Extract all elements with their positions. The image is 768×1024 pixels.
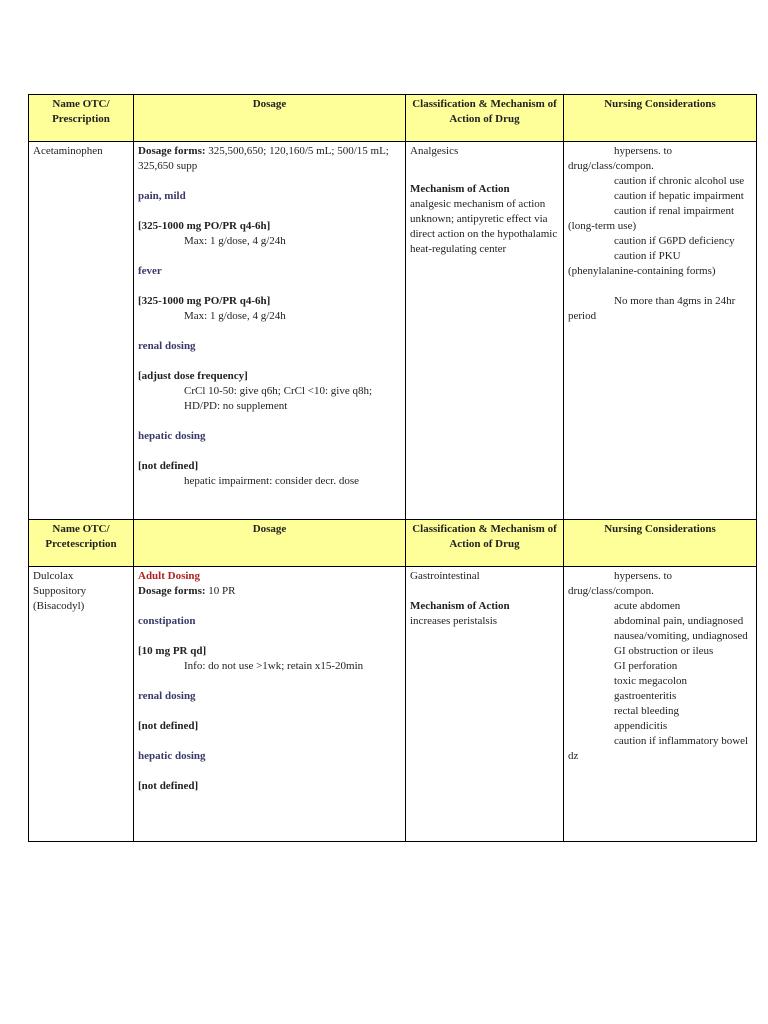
nursing-item: appendicitis [614,720,668,732]
nursing-item: hypersens. to drug/class/compon. [568,145,673,172]
dosage-forms-label: Dosage forms: [138,145,206,157]
dosage-forms [138,144,401,174]
nursing-item: caution if hepatic impairment [614,190,744,202]
header-dosage: Dosage [134,520,406,567]
drug-name: Acetaminophen [33,145,103,157]
dosage-forms-label: Dosage forms: [138,585,206,597]
dosage-forms [138,584,401,599]
nursing-item: acute abdomen [614,600,681,612]
table-row [29,567,757,842]
constipation-info: Info: do not use >1wk; retain x15-20min [184,660,364,672]
nursing-item: rectal bleeding [614,705,680,717]
dosage-cell [134,567,406,842]
dosage-cell [134,142,406,520]
drug-table [28,94,757,842]
renal-detail: CrCl 10-50: give q6h; CrCl <10: give q8h; HD/PD: no supplement [184,385,373,412]
hepatic-dose: [not defined] [138,780,199,792]
nursing-note: No more than 4gms in 24hr period [568,295,736,322]
header-name: Name OTC/ Prescription [29,95,134,142]
moa-text: increases peristalsis [410,615,498,627]
fever-dose: [325-1000 mg PO/PR q4-6h] [138,295,271,307]
adult-dosing-heading: Adult Dosing [138,570,201,582]
header-row [29,95,757,142]
renal-heading: renal dosing [138,340,196,352]
pain-max: Max: 1 g/dose, 4 g/24h [184,235,286,247]
nursing-item: toxic megacolon [614,675,688,687]
drug-name: Dulcolax Suppository (Bisacodyl) [33,570,87,612]
header-classification: Classification & Mechanism of Action of Drug [406,520,564,567]
classification: Analgesics [410,145,459,157]
nursing-item: caution if PKU (phenylalanine-containing forms) [568,250,716,277]
table-row [29,142,757,520]
pain-dose: [325-1000 mg PO/PR q4-6h] [138,220,271,232]
nursing-item: hypersens. to drug/class/compon. [568,570,673,597]
classification: Gastrointestinal [410,570,480,582]
nursing-cell [564,142,757,520]
nursing-item: nausea/vomiting, undiagnosed [614,630,748,642]
nursing-item: gastroenteritis [614,690,677,702]
dosage-forms-value: 325,500,650; 120,160/5 mL; 500/15 mL; 325,650 supp [138,145,389,172]
fever-heading: fever [138,265,162,277]
renal-heading: renal dosing [138,690,196,702]
header-nursing: Nursing Considerations [564,95,757,142]
pain-heading: pain, mild [138,190,186,202]
hepatic-dose: [not defined] [138,460,199,472]
nursing-item: abdominal pain, undiagnosed [614,615,744,627]
dosage-forms-value: 10 PR [205,585,236,597]
hepatic-heading: hepatic dosing [138,430,206,442]
moa-text: analgesic mechanism of action unknown; antipyretic effect via direct action on the hypothalamic heat-regulating center [410,198,558,255]
nursing-item: GI perforation [614,660,678,672]
drug-name-cell [29,142,134,520]
nursing-item: GI obstruction or ileus [614,645,714,657]
header-nursing: Nursing Considerations [564,520,757,567]
classification-cell [406,567,564,842]
hepatic-detail: hepatic impairment: consider decr. dose [184,475,360,487]
moa-label: Mechanism of Action [410,600,510,612]
nursing-item: caution if inflammatory bowel dz [568,735,749,762]
header-classification: Classification & Mechanism of Action of Drug [406,95,564,142]
header-name: Name OTC/ Prcetescription [29,520,134,567]
nursing-item: caution if G6PD deficiency [614,235,735,247]
nursing-cell [564,567,757,842]
nursing-item: caution if renal impairment (long-term use) [568,205,735,232]
hepatic-heading: hepatic dosing [138,750,206,762]
classification-cell [406,142,564,520]
renal-dose: [adjust dose frequency] [138,370,248,382]
fever-max: Max: 1 g/dose, 4 g/24h [184,310,286,322]
header-dosage: Dosage [134,95,406,142]
renal-dose: [not defined] [138,720,199,732]
constipation-heading: constipation [138,615,196,627]
moa-label: Mechanism of Action [410,183,510,195]
header-row [29,520,757,567]
nursing-item: caution if chronic alcohol use [614,175,745,187]
drug-name-cell [29,567,134,842]
constipation-dose: [10 mg PR qd] [138,645,207,657]
